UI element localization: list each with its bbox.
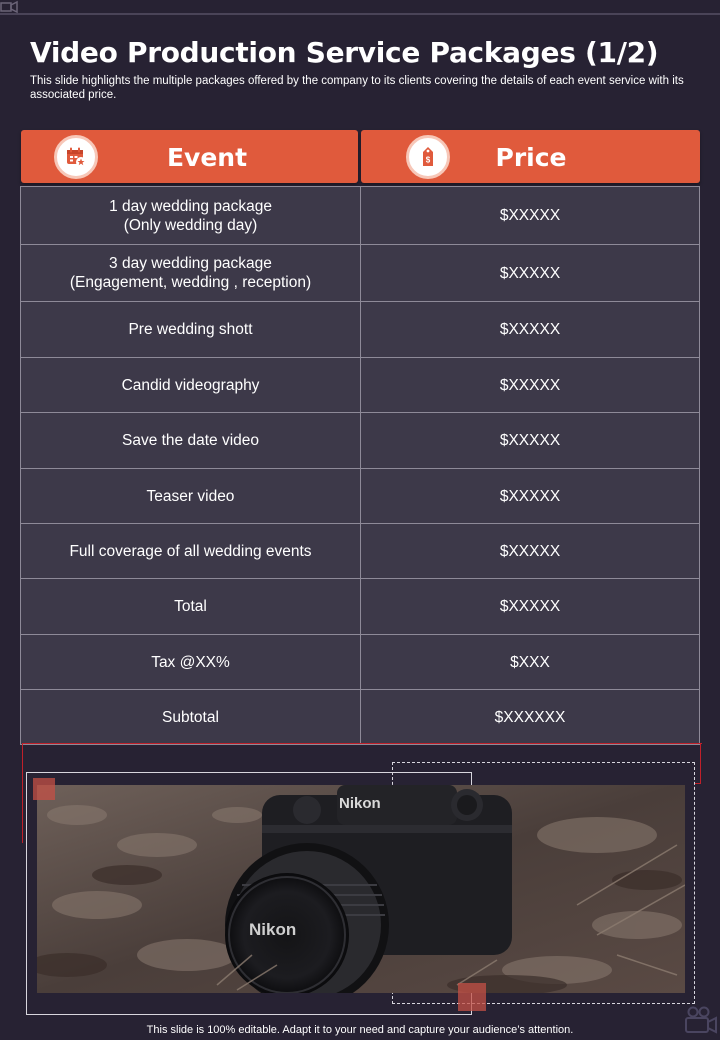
price-cell: $XXXXX bbox=[499, 321, 561, 338]
packages-table bbox=[20, 186, 700, 745]
event-cell: Candid videography bbox=[21, 358, 361, 412]
table-row bbox=[21, 301, 699, 357]
calendar-star-icon bbox=[54, 135, 98, 179]
lens-cap-brand-text: Nikon bbox=[249, 920, 297, 939]
price-cell: $XXXXX bbox=[499, 432, 561, 449]
camera-photo-illustration bbox=[37, 785, 685, 993]
price-cell: $XXXXX bbox=[499, 264, 561, 282]
event-cell: Full coverage of all wedding events bbox=[21, 524, 361, 578]
table-row bbox=[21, 578, 699, 634]
event-cell: Save the date video bbox=[21, 413, 361, 468]
page-subtitle: This slide highlights the multiple packages offered by the company to its clients covering the details of each event service with its associated price. bbox=[30, 75, 684, 101]
table-row bbox=[21, 468, 699, 523]
price-cell: $XXXXX bbox=[499, 376, 561, 394]
decorative-red-line bbox=[694, 783, 701, 784]
table-row bbox=[21, 244, 699, 301]
price-cell: $XXX bbox=[510, 653, 550, 671]
svg-text:$: $ bbox=[425, 155, 431, 165]
decorative-red-line bbox=[22, 743, 23, 843]
event-header-label: Event bbox=[166, 143, 248, 172]
event-cell: Pre wedding shott bbox=[21, 302, 361, 357]
price-tag-icon bbox=[406, 135, 450, 179]
price-header-label: Price bbox=[495, 143, 567, 172]
table-row bbox=[21, 357, 699, 412]
decorative-red-line bbox=[700, 743, 701, 783]
event-column-header bbox=[21, 130, 358, 183]
event-cell: Tax @XX% bbox=[21, 635, 361, 689]
corner-logo-icon bbox=[0, 0, 18, 14]
camera-brand-text: Nikon bbox=[339, 795, 381, 812]
footer-note: This slide is 100% editable. Adapt it to your need and capture your audience’s attention. bbox=[146, 1024, 574, 1036]
table-row bbox=[21, 689, 699, 744]
event-cell: Total bbox=[21, 579, 361, 634]
table-row bbox=[21, 523, 699, 578]
price-cell: $XXXXX bbox=[499, 207, 561, 224]
event-cell: 3 day wedding package (Engagement, wedding , reception) bbox=[21, 245, 361, 301]
table-row bbox=[21, 187, 699, 244]
event-cell: Subtotal bbox=[21, 690, 361, 744]
price-cell: $XXXXX bbox=[499, 487, 561, 505]
decorative-square bbox=[33, 778, 55, 800]
video-camera-icon bbox=[683, 1006, 719, 1036]
decorative-square bbox=[458, 983, 486, 1011]
top-rule bbox=[0, 13, 720, 15]
price-cell: $XXXXX bbox=[499, 542, 561, 560]
price-cell: $XXXXXX bbox=[494, 708, 566, 726]
page-title: Video Production Service Packages (1/2) bbox=[30, 36, 659, 69]
price-cell: $XXXXX bbox=[499, 598, 561, 615]
table-row bbox=[21, 412, 699, 468]
camera-photo bbox=[37, 785, 685, 993]
table-row bbox=[21, 634, 699, 689]
event-cell: 1 day wedding package (Only wedding day) bbox=[21, 187, 361, 244]
price-column-header bbox=[361, 130, 700, 183]
event-cell: Teaser video bbox=[21, 469, 361, 523]
